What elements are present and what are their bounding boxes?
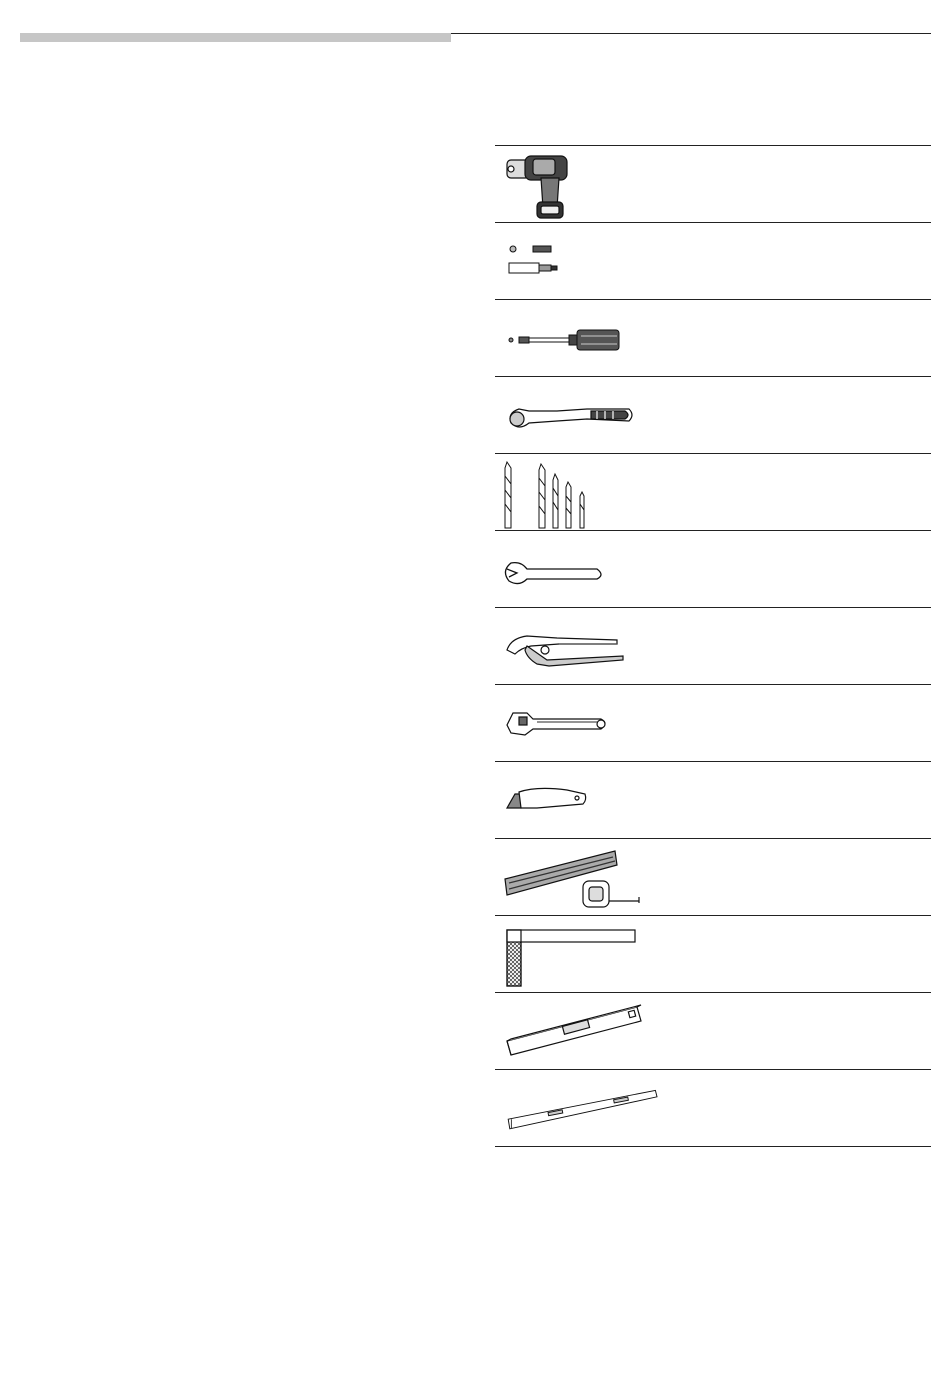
utility-knife-icon — [497, 764, 657, 836]
adjustable-wrench-icon — [497, 687, 657, 759]
tool-row-drill — [495, 145, 931, 222]
ratchet-wrench-icon — [497, 379, 657, 451]
tool-row-bits — [495, 222, 931, 299]
tool-row-open-wrench — [495, 530, 931, 607]
spirit-level-icon — [497, 995, 657, 1067]
header-gray-bar — [20, 33, 451, 42]
tool-row-knife — [495, 761, 931, 838]
tool-row-ratchet — [495, 376, 931, 453]
tool-row-ruler-tape — [495, 838, 931, 915]
drill-bits-icon — [497, 456, 657, 528]
water-pump-pliers-icon — [497, 610, 657, 682]
tool-list — [495, 145, 931, 1147]
straightedge-icon — [497, 1072, 657, 1144]
tool-row-drill-bits — [495, 453, 931, 530]
tool-row-screwdriver — [495, 299, 931, 376]
open-end-wrench-icon — [497, 533, 657, 605]
try-square-icon — [497, 918, 657, 990]
screwdriver-icon — [497, 302, 657, 374]
tool-row-pliers — [495, 607, 931, 684]
tool-row-spirit-level — [495, 992, 931, 1069]
tool-row-try-square — [495, 915, 931, 992]
tool-row-straightedge — [495, 1069, 931, 1147]
ruler-and-tape-measure-icon — [497, 841, 657, 913]
cordless-drill-icon — [497, 148, 657, 220]
header-rule — [451, 33, 931, 34]
tool-row-adjustable-wrench — [495, 684, 931, 761]
screwdriver-bits-icon — [497, 225, 657, 297]
